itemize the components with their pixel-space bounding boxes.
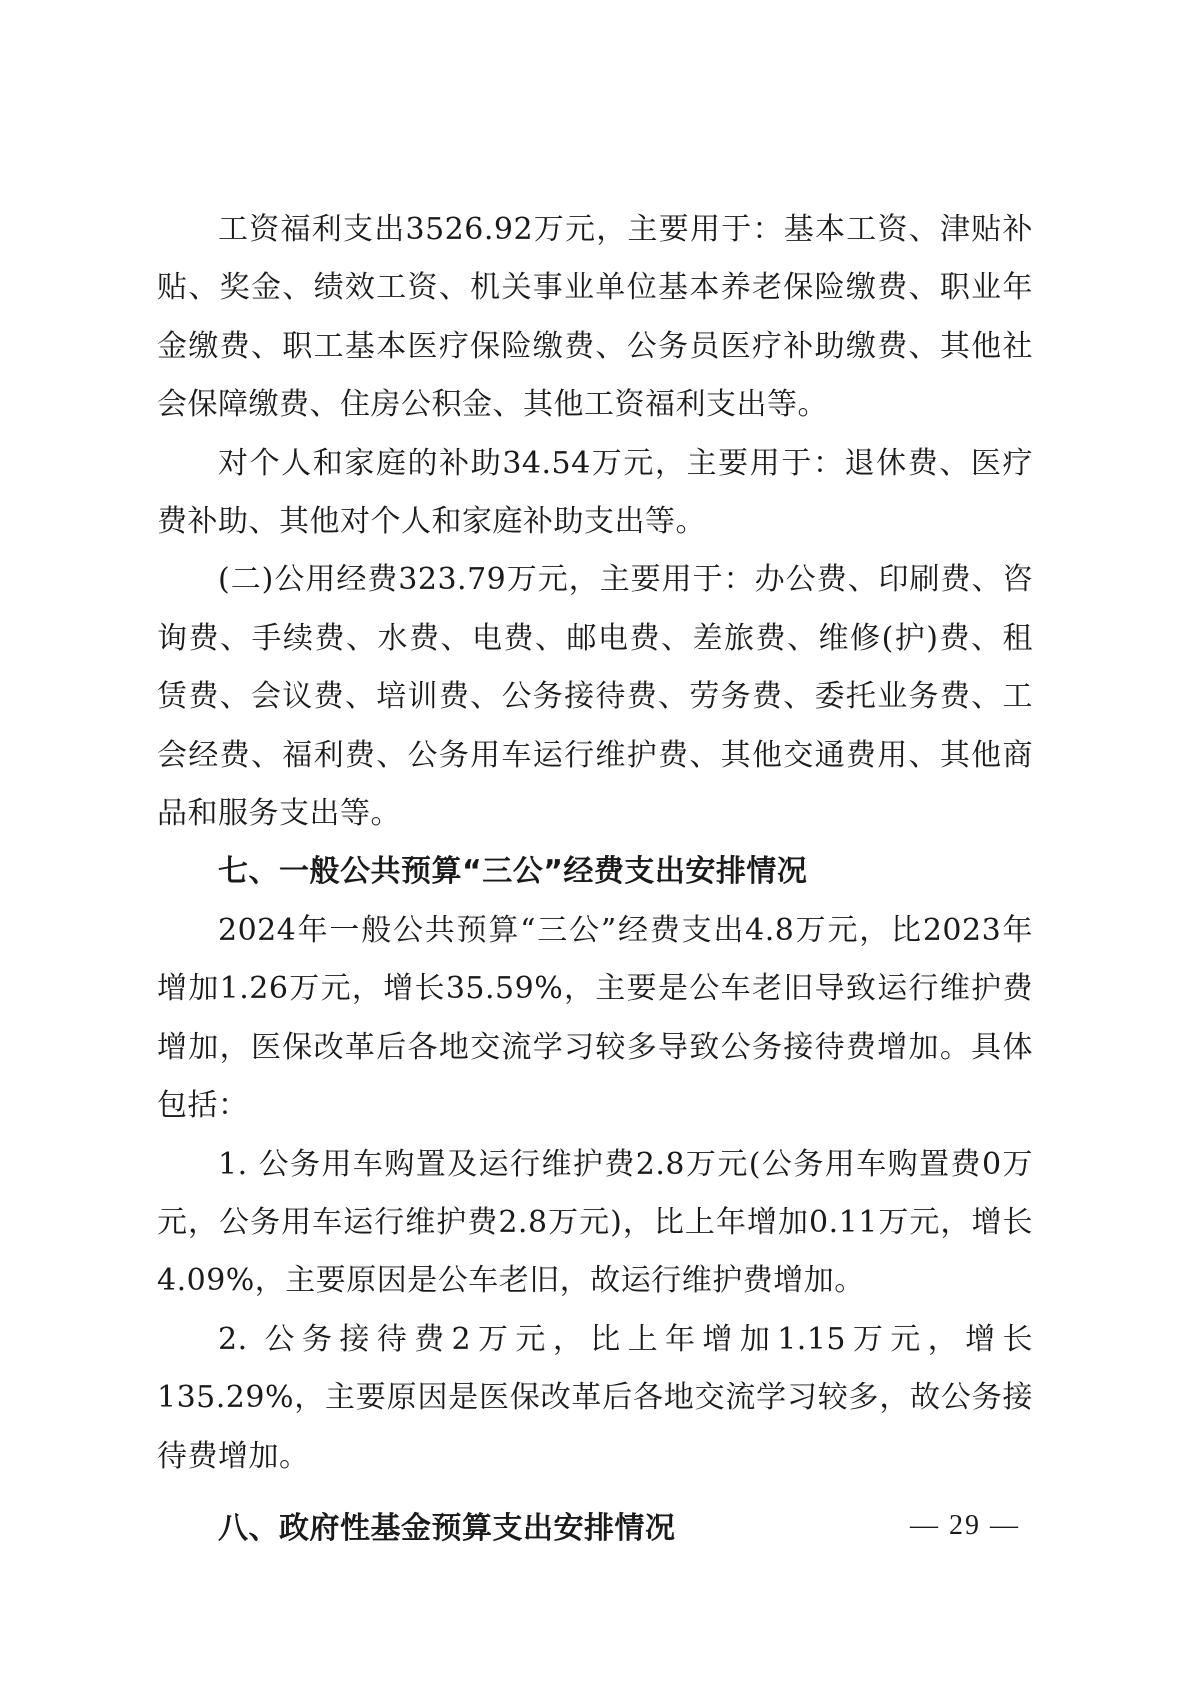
page-number: — 29 — (910, 1510, 1020, 1541)
paragraph-item-reception: 2. 公务接待费2万元，比上年增加1.15万元，增长135.29%，主要原因是医保改革后各地交流学习较多，故公务接待费增加。 (157, 1321, 1033, 1474)
paragraph-personal-subsidy: 对个人和家庭的补助34.54万元，主要用于：退休费、医疗费补助、其他对个人和家庭补助支出等。 (157, 445, 1033, 540)
paragraph-wages-welfare: 工资福利支出3526.92万元，主要用于：基本工资、津贴补贴、奖金、绩效工资、机关事业单位基本养老保险缴费、职业年金缴费、职工基本医疗保险缴费、公务员医疗补助缴费、其他社会保障缴费、住房公积金、其他工资福利支出等。 (157, 212, 1033, 423)
paragraph-item-official-vehicles: 1. 公务用车购置及运行维护费2.8万元(公务用车购置费0万元，公务用车运行维护费2.8万元)，比上年增加0.11万元，增长4.09%，主要原因是公车老旧，故运行维护费增加。 (157, 1146, 1033, 1299)
section-heading-eight: 八、政府性基金预算支出安排情况 (218, 1510, 676, 1546)
paragraph-public-funds: (二)公用经费323.79万元，主要用于：办公费、印刷费、咨询费、手续费、水费、电费、邮电费、差旅费、维修(护)费、租赁费、会议费、培训费、公务接待费、劳务费、委托业务费、工会经费、福利费、公务用车运行维护费、其他交通费用、其他商品和服务支出等。 (157, 562, 1033, 832)
document-body (157, 201, 1033, 1558)
paragraph-three-public-summary: 2024年一般公共预算“三公”经费支出4.8万元，比2023年增加1.26万元，增长35.59%，主要是公车老旧导致运行维护费增加，医保改革后各地交流学习较多导致公务接待费增加。具体包括： (157, 912, 1033, 1124)
section-heading-seven: 七、一般公共预算“三公”经费支出安排情况 (218, 854, 808, 890)
